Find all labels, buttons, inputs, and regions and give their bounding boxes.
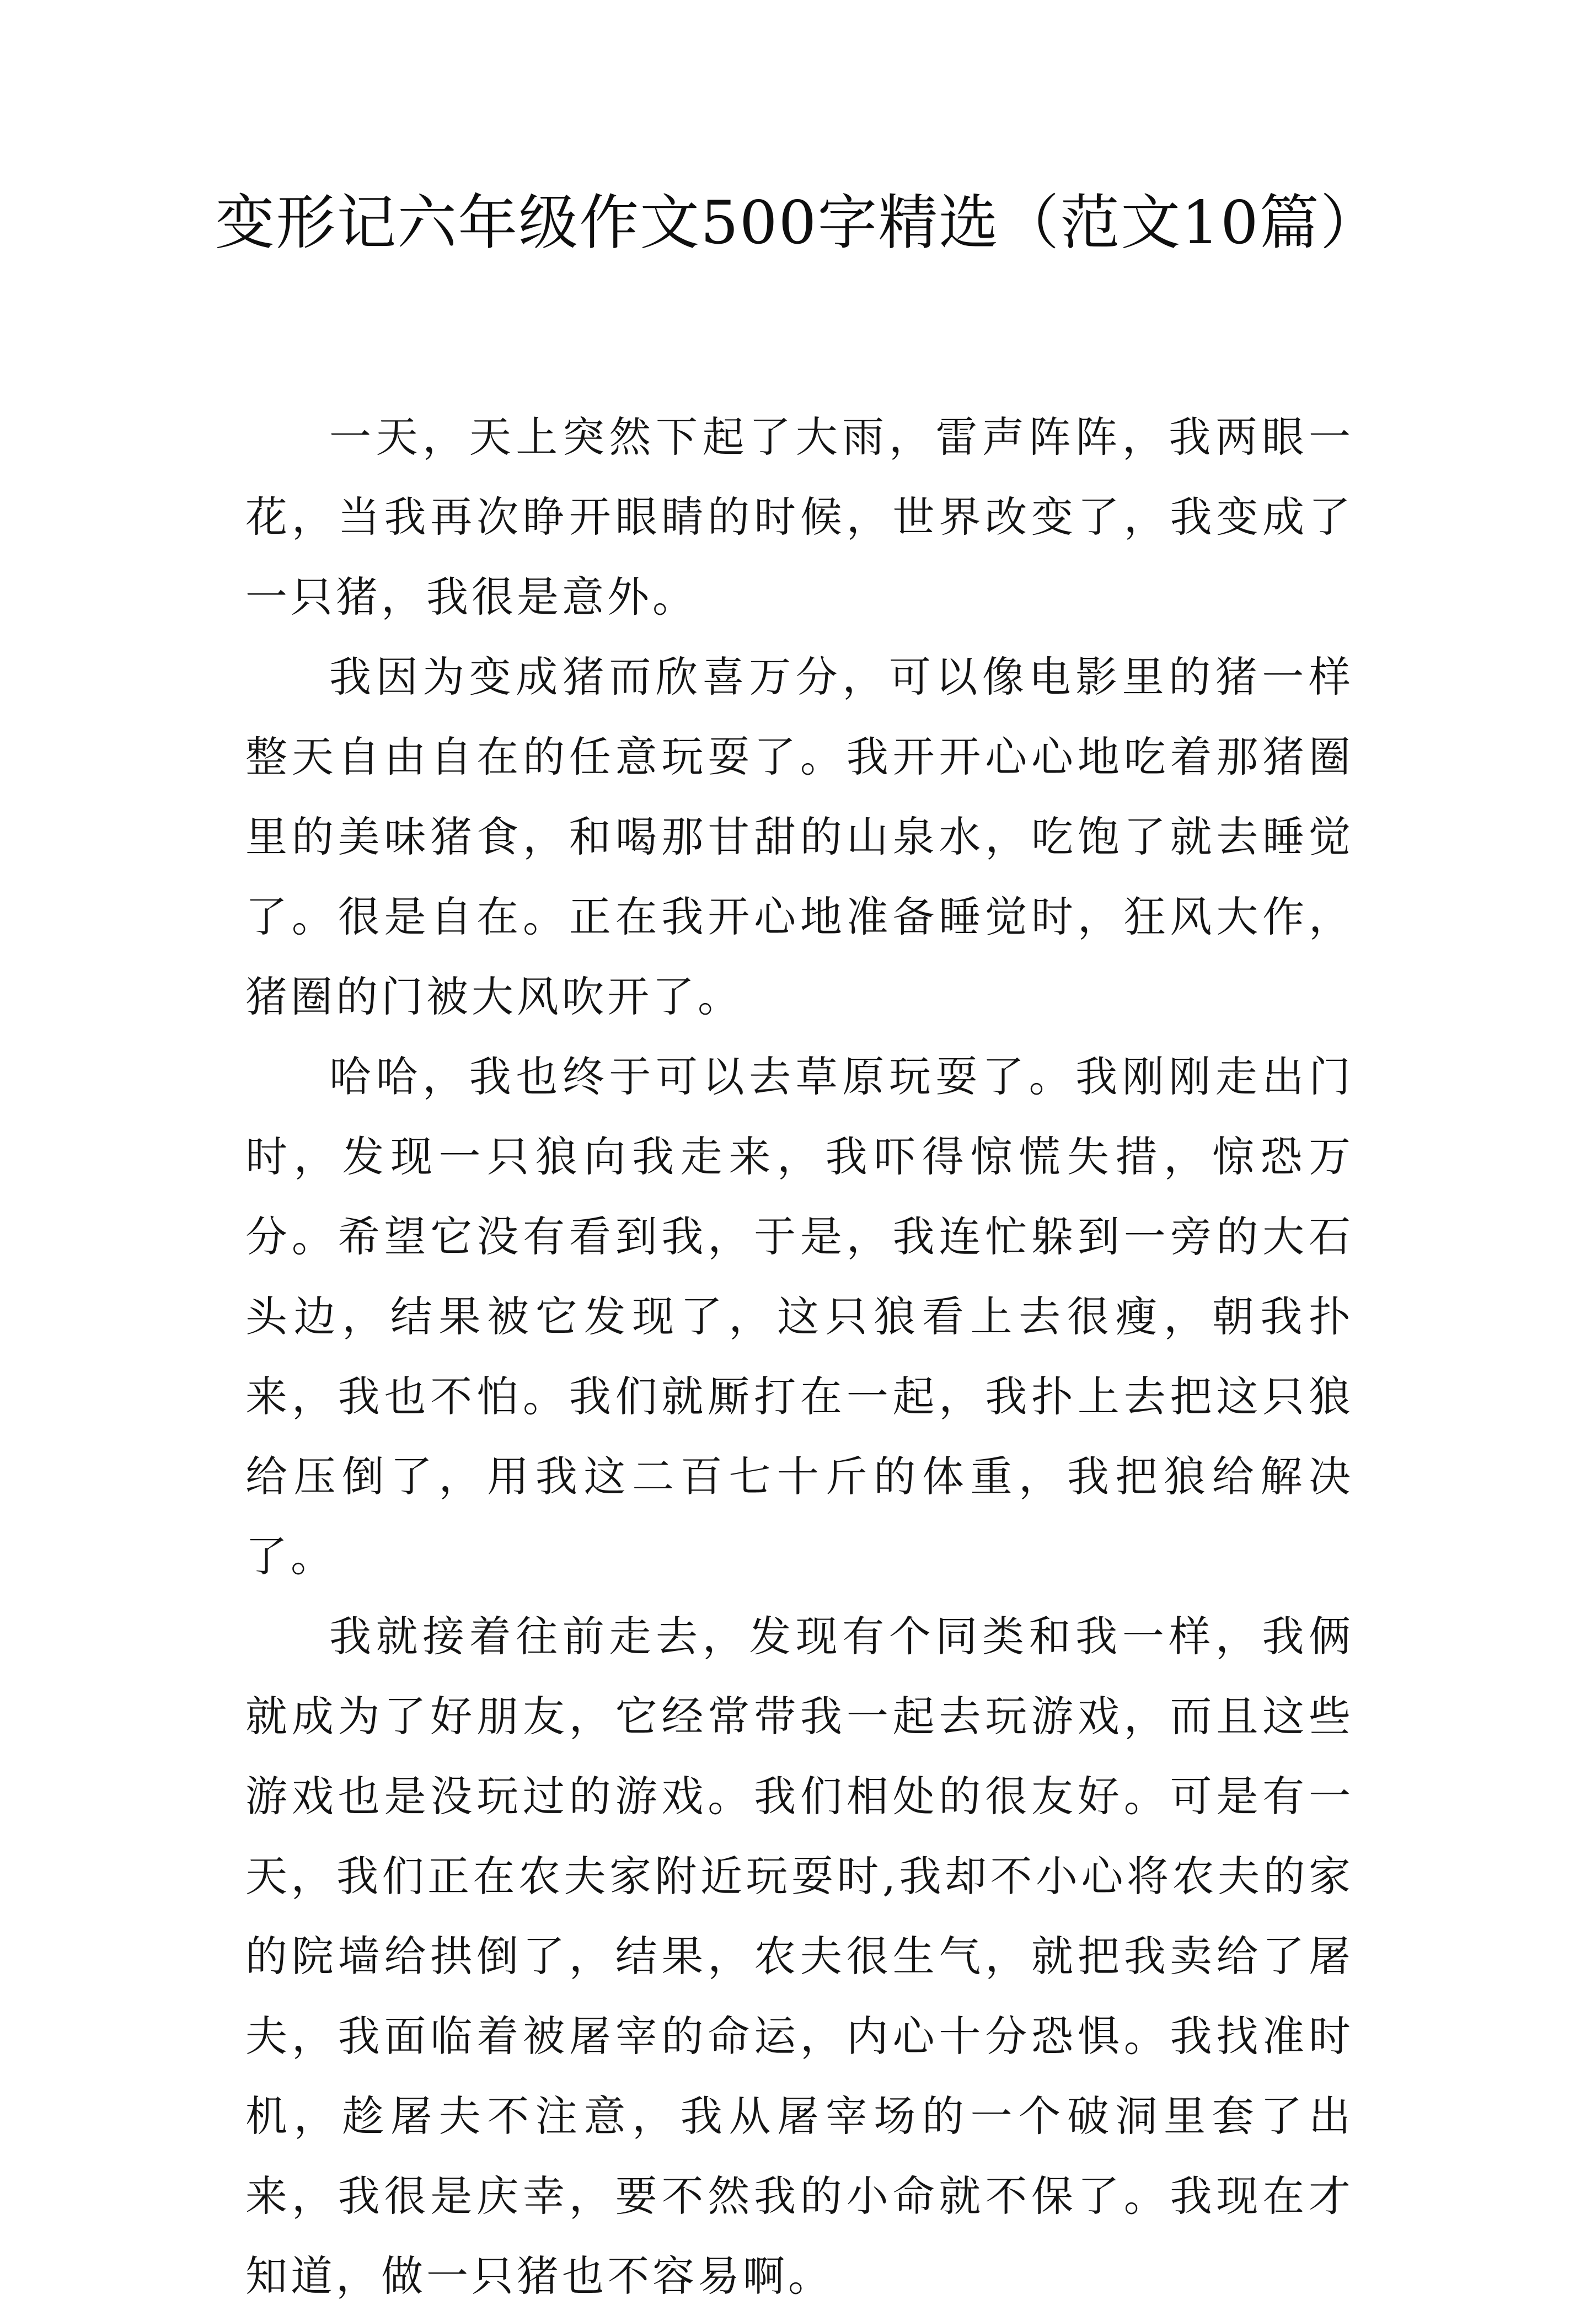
paragraph-3: 哈哈，我也终于可以去草原玩耍了。我刚刚走出门时，发现一只狼向我走来，我吓得惊慌失措，惊恐万分。希望它没有看到我，于是，我连忙躲到一旁的大石头边，结果被它发现了，这只狼看上去很瘦，朝我扑来，我也不怕。我们就厮打在一起，我扑上去把这只狼给压倒了，用我这二百七十斤的体重，我把狼给解决了。 [245, 1052, 1354, 1581]
document-body [245, 397, 1354, 2316]
paragraph-4: 我就接着往前走去，发现有个同类和我一样，我俩就成为了好朋友，它经常带我一起去玩游戏，而且这些游戏也是没玩过的游戏。我们相处的很友好。可是有一天，我们正在农夫家附近玩耍时,我却不小心将农夫的家的院墙给拱倒了，结果，农夫很生气，就把我卖给了屠夫，我面临着被屠宰的命运，内心十分恐惧。我找准时机，趁屠夫不注意，我从屠宰场的一个破洞里套了出来，我很是庆幸，要不然我的小命就不保了。我现在才知道，做一只猪也不容易啊。 [245, 1612, 1354, 2301]
paragraph-1: 一天，天上突然下起了大雨，雷声阵阵，我两眼一花，当我再次睁开眼睛的时候，世界改变了，我变成了一只猪，我很是意外。 [245, 412, 1354, 621]
paragraph-2: 我因为变成猪而欣喜万分，可以像电影里的猪一样整天自由自在的任意玩耍了。我开开心心地吃着那猪圈里的美味猪食，和喝那甘甜的山泉水，吃饱了就去睡觉了。很是自在。正在我开心地准备睡觉时，狂风大作，猪圈的门被大风吹开了。 [245, 652, 1354, 1021]
document-title: 变形记六年级作文500字精选（范文10篇） [215, 189, 1381, 258]
